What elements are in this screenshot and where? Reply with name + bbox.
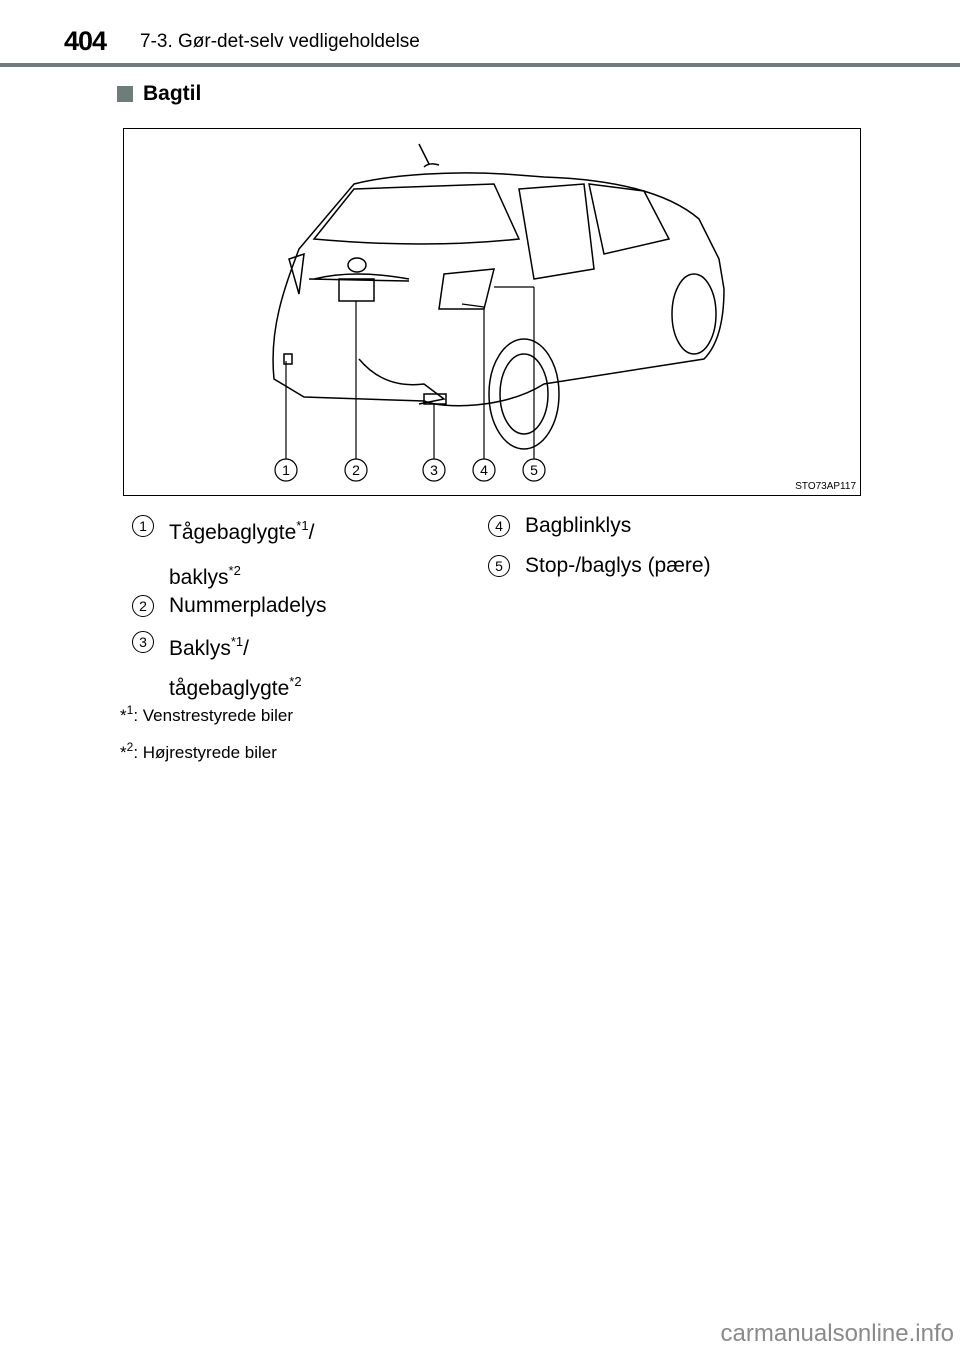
slash: /	[243, 637, 249, 660]
callout-markers	[275, 459, 545, 481]
footnote-number: 1	[126, 703, 134, 717]
footnote-number: 2	[126, 740, 134, 754]
footnote-text: : Venstrestyrede biler	[133, 706, 294, 725]
header-rule	[0, 63, 960, 67]
item-text: Tågebaglygte	[169, 521, 297, 544]
footnote-1	[120, 703, 293, 726]
footnote-ref: *1	[230, 634, 244, 649]
number-badge: 1	[132, 515, 154, 537]
asterisk: *	[120, 743, 127, 762]
item-text: Baklys	[169, 637, 231, 660]
callout-1: 1	[282, 462, 290, 478]
item-text: Nummerpladelys	[169, 594, 327, 617]
section-heading	[117, 82, 201, 106]
number-badge: 5	[488, 555, 510, 577]
item-text: Stop-/baglys (pære)	[525, 554, 711, 577]
number-badge: 3	[132, 631, 154, 653]
callout-3: 3	[430, 462, 438, 478]
car-drawing	[124, 129, 860, 495]
legend-item-2	[139, 587, 327, 625]
footnote-ref: *2	[228, 563, 241, 578]
section-title: Bagtil	[143, 82, 202, 105]
footnote-ref: *2	[289, 674, 302, 689]
legend-item-3	[139, 625, 302, 705]
number-badge: 2	[132, 595, 154, 617]
callout-2: 2	[352, 462, 360, 478]
item-text: baklys	[169, 566, 229, 589]
callout-5: 5	[530, 462, 538, 478]
footnote-text: : Højrestyrede biler	[133, 743, 277, 762]
figure-id: STO73AP117	[795, 481, 856, 492]
slash: /	[308, 521, 315, 544]
legend-item-4	[495, 507, 632, 545]
legend-item-1	[139, 507, 315, 597]
watermark: carmanualsonline.info	[720, 1320, 954, 1347]
footnote-ref: *1	[296, 518, 309, 533]
callout-4: 4	[480, 462, 488, 478]
number-badge: 4	[488, 515, 510, 537]
car-rear-illustration	[123, 128, 861, 496]
legend-item-5	[495, 547, 711, 585]
footnote-2	[120, 740, 277, 763]
item-text: tågebaglygte	[169, 677, 290, 700]
chapter-title: 7-3. Gør-det-selv vedligeholdelse	[140, 31, 420, 52]
square-bullet-icon	[117, 86, 133, 102]
asterisk: *	[120, 706, 127, 725]
page-number: 404	[64, 26, 107, 56]
item-text: Bagblinklys	[525, 514, 632, 537]
